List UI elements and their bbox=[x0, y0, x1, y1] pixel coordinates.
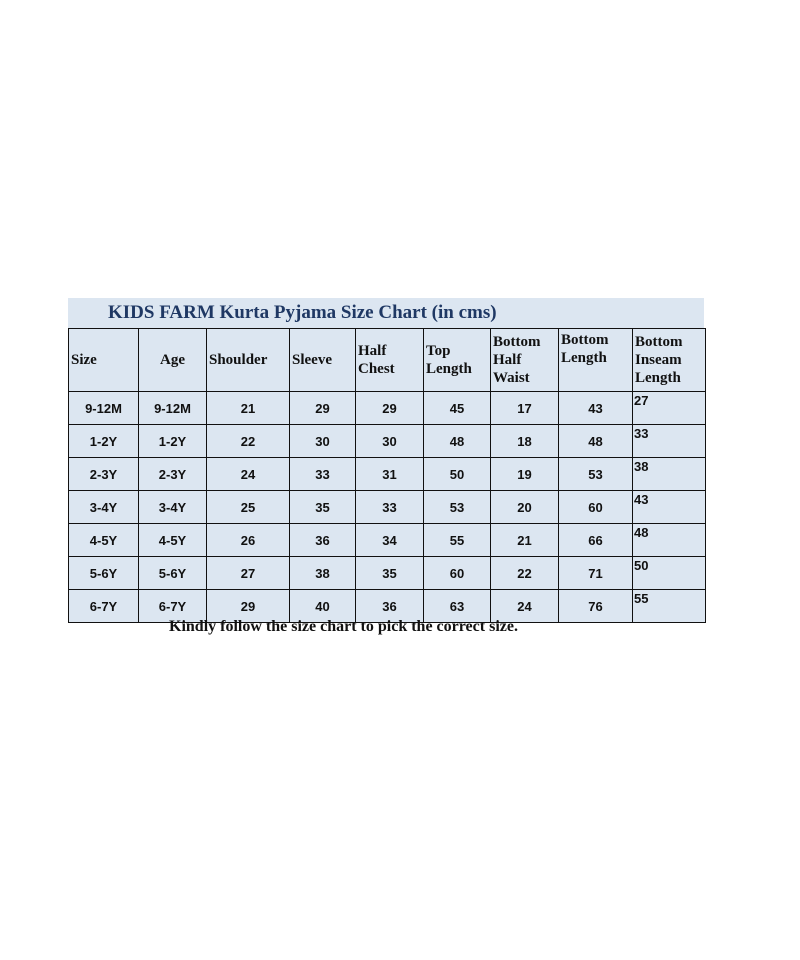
cell-bottom-length: 66 bbox=[559, 524, 633, 557]
title-bar bbox=[68, 298, 704, 328]
footer-note: Kindly follow the size chart to pick the correct size. bbox=[169, 618, 518, 635]
cell-size: 3-4Y bbox=[69, 491, 139, 524]
cell-age: 6-7Y bbox=[139, 590, 207, 623]
cell-bottom-half-waist: 21 bbox=[491, 524, 559, 557]
header-shoulder: Shoulder bbox=[207, 329, 290, 392]
cell-bottom-half-waist: 20 bbox=[491, 491, 559, 524]
cell-bottom-length: 60 bbox=[559, 491, 633, 524]
header-sleeve: Sleeve bbox=[290, 329, 356, 392]
cell-age: 9-12M bbox=[139, 392, 207, 425]
cell-bottom-length: 76 bbox=[559, 590, 633, 623]
cell-sleeve: 29 bbox=[290, 392, 356, 425]
cell-bottom-length: 48 bbox=[559, 425, 633, 458]
header-half-chest: Half Chest bbox=[356, 329, 424, 392]
cell-bottom-half-waist: 22 bbox=[491, 557, 559, 590]
cell-age: 4-5Y bbox=[139, 524, 207, 557]
table-row bbox=[69, 557, 706, 590]
cell-age: 5-6Y bbox=[139, 557, 207, 590]
cell-half-chest: 30 bbox=[356, 425, 424, 458]
header-bottom-length: Bottom Length bbox=[559, 329, 633, 392]
cell-age: 2-3Y bbox=[139, 458, 207, 491]
header-size: Size bbox=[69, 329, 139, 392]
cell-half-chest: 36 bbox=[356, 590, 424, 623]
cell-top-length: 60 bbox=[424, 557, 491, 590]
cell-top-length: 55 bbox=[424, 524, 491, 557]
cell-size: 4-5Y bbox=[69, 524, 139, 557]
cell-bottom-inseam-length: 55 bbox=[633, 590, 706, 623]
cell-shoulder: 22 bbox=[207, 425, 290, 458]
header-top-length: Top Length bbox=[424, 329, 491, 392]
cell-size: 2-3Y bbox=[69, 458, 139, 491]
cell-size: 6-7Y bbox=[69, 590, 139, 623]
header-age: Age bbox=[139, 329, 207, 392]
cell-half-chest: 33 bbox=[356, 491, 424, 524]
cell-sleeve: 33 bbox=[290, 458, 356, 491]
cell-sleeve: 40 bbox=[290, 590, 356, 623]
cell-half-chest: 29 bbox=[356, 392, 424, 425]
chart-title: KIDS FARM Kurta Pyjama Size Chart (in cms) bbox=[108, 302, 497, 323]
cell-bottom-inseam-length: 50 bbox=[633, 557, 706, 590]
header-bottom-half-waist: Bottom Half Waist bbox=[491, 329, 559, 392]
cell-bottom-length: 71 bbox=[559, 557, 633, 590]
table-row bbox=[69, 491, 706, 524]
cell-bottom-length: 43 bbox=[559, 392, 633, 425]
cell-bottom-half-waist: 17 bbox=[491, 392, 559, 425]
cell-bottom-inseam-length: 33 bbox=[633, 425, 706, 458]
header-bottom-inseam-length: Bottom Inseam Length bbox=[633, 329, 706, 392]
cell-shoulder: 27 bbox=[207, 557, 290, 590]
table-row bbox=[69, 524, 706, 557]
cell-sleeve: 35 bbox=[290, 491, 356, 524]
table-row bbox=[69, 425, 706, 458]
cell-age: 1-2Y bbox=[139, 425, 207, 458]
cell-bottom-half-waist: 19 bbox=[491, 458, 559, 491]
cell-sleeve: 36 bbox=[290, 524, 356, 557]
cell-top-length: 48 bbox=[424, 425, 491, 458]
cell-bottom-inseam-length: 27 bbox=[633, 392, 706, 425]
cell-top-length: 63 bbox=[424, 590, 491, 623]
cell-size: 9-12M bbox=[69, 392, 139, 425]
cell-top-length: 45 bbox=[424, 392, 491, 425]
cell-top-length: 50 bbox=[424, 458, 491, 491]
cell-size: 5-6Y bbox=[69, 557, 139, 590]
cell-half-chest: 31 bbox=[356, 458, 424, 491]
header-row bbox=[69, 329, 706, 392]
cell-bottom-inseam-length: 43 bbox=[633, 491, 706, 524]
size-chart-table bbox=[68, 328, 706, 623]
cell-size: 1-2Y bbox=[69, 425, 139, 458]
cell-bottom-inseam-length: 38 bbox=[633, 458, 706, 491]
cell-sleeve: 30 bbox=[290, 425, 356, 458]
cell-half-chest: 34 bbox=[356, 524, 424, 557]
cell-bottom-length: 53 bbox=[559, 458, 633, 491]
cell-top-length: 53 bbox=[424, 491, 491, 524]
cell-bottom-half-waist: 24 bbox=[491, 590, 559, 623]
cell-shoulder: 21 bbox=[207, 392, 290, 425]
cell-shoulder: 29 bbox=[207, 590, 290, 623]
cell-shoulder: 24 bbox=[207, 458, 290, 491]
cell-shoulder: 26 bbox=[207, 524, 290, 557]
cell-half-chest: 35 bbox=[356, 557, 424, 590]
cell-bottom-inseam-length: 48 bbox=[633, 524, 706, 557]
cell-sleeve: 38 bbox=[290, 557, 356, 590]
cell-bottom-half-waist: 18 bbox=[491, 425, 559, 458]
table-row bbox=[69, 392, 706, 425]
table-row bbox=[69, 458, 706, 491]
cell-age: 3-4Y bbox=[139, 491, 207, 524]
cell-shoulder: 25 bbox=[207, 491, 290, 524]
